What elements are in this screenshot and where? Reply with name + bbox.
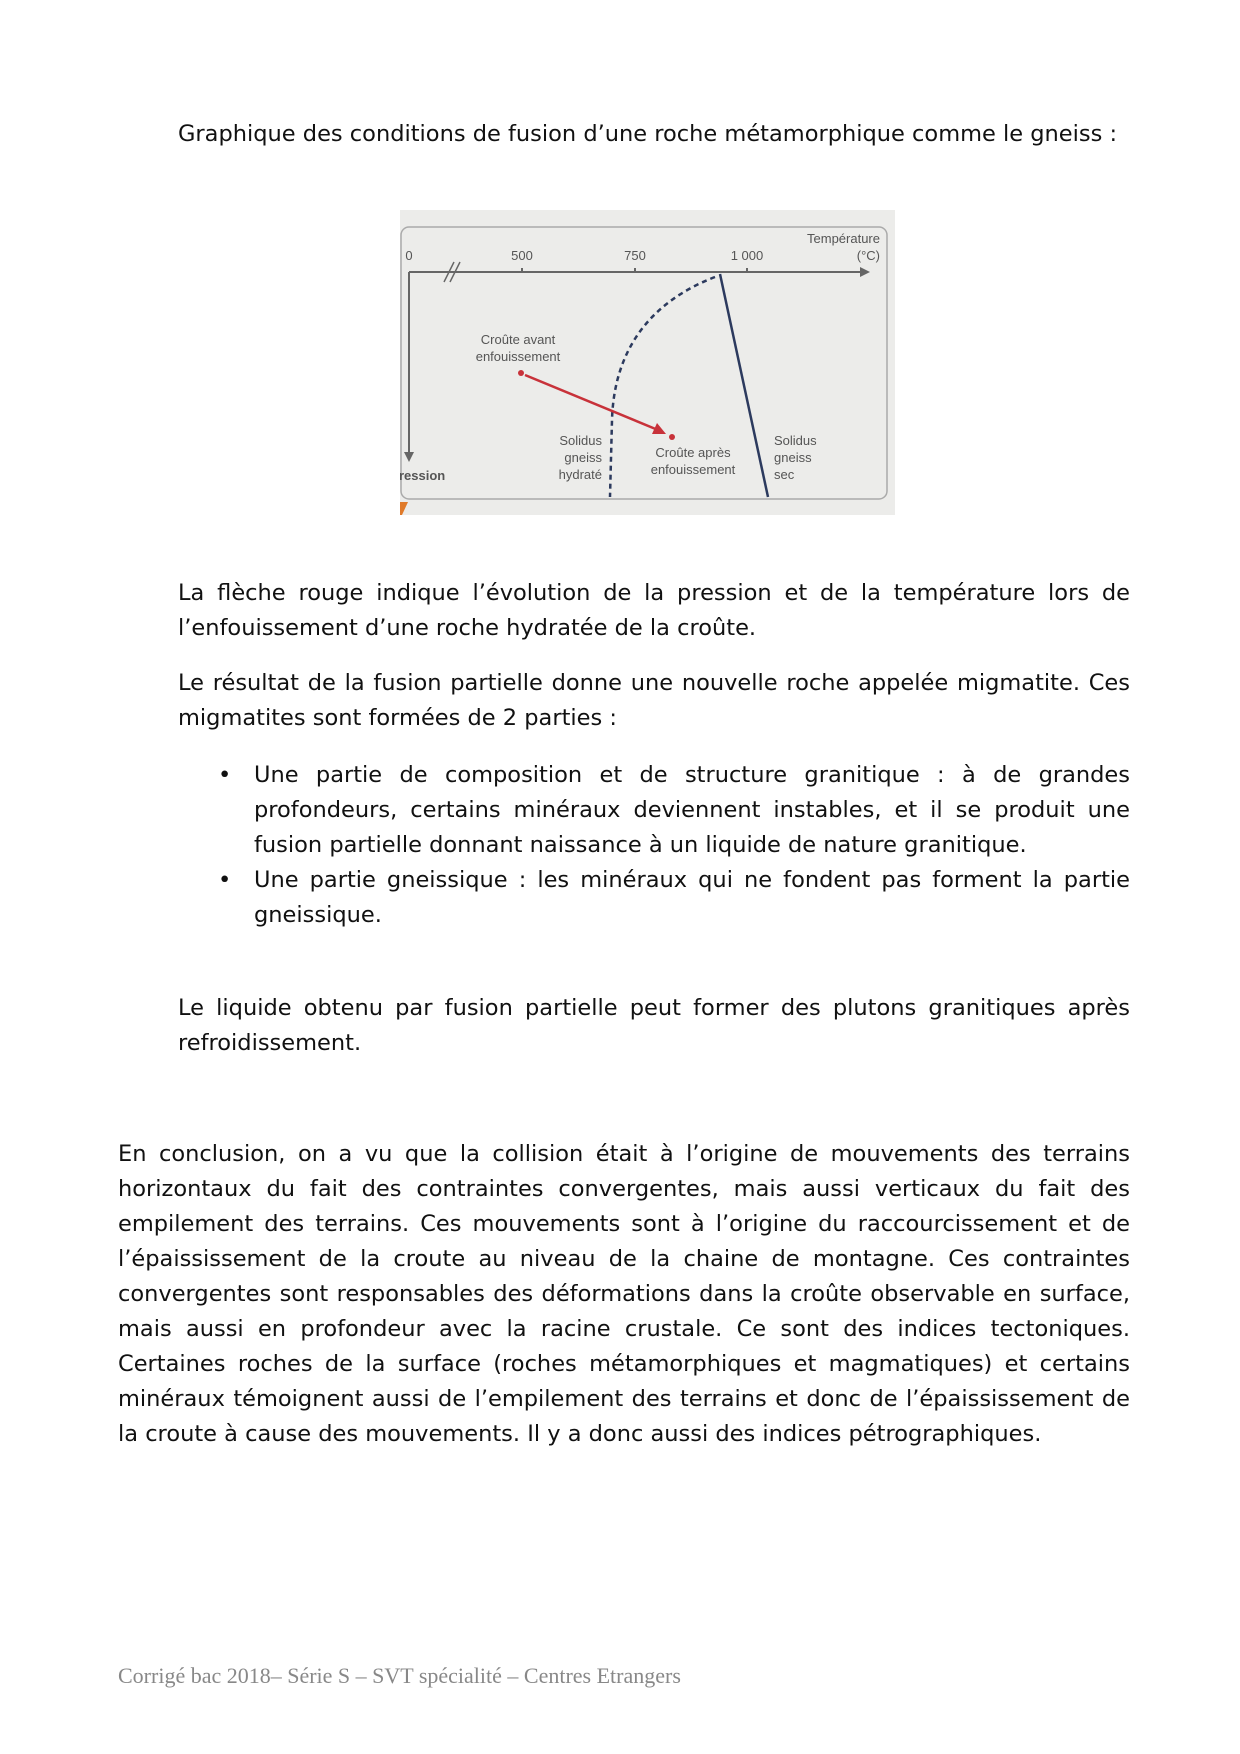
tick-label: 750 bbox=[624, 248, 646, 263]
label-solidus-hydrated: hydraté bbox=[558, 467, 602, 482]
orange-corner-mark bbox=[400, 502, 408, 515]
pressure-axis-arrow bbox=[404, 452, 414, 462]
paragraph-red-arrow: La flèche rouge indique l’évolution de la pression et de la température lors de l’enfouissement d’une roche hydratée de la croûte. bbox=[178, 580, 1130, 641]
point-before-burial bbox=[518, 370, 524, 376]
label-solidus-dry: gneiss bbox=[774, 450, 812, 465]
intro-paragraph: Graphique des conditions de fusion d’une roche métamorphique comme le gneiss : bbox=[178, 121, 1118, 147]
figure-frame bbox=[401, 227, 887, 499]
label-after: Croûte après bbox=[655, 445, 731, 460]
fusion-diagram bbox=[400, 210, 895, 515]
label-before: enfouissement bbox=[475, 349, 561, 364]
bullet: • bbox=[218, 762, 232, 788]
list-item: • Une partie gneissique : les minéraux qui ne fondent pas forment la partie gneissique. bbox=[178, 863, 1130, 933]
label-solidus-hydrated: gneiss bbox=[564, 450, 602, 465]
paragraph-migmatite: Le résultat de la fusion partielle donne une nouvelle roche appelée migmatite. Ces migmatites sont formées de 2 parties : bbox=[178, 670, 1130, 731]
list-item: • Une partie de composition et de structure granitique : à de grandes profondeurs, certains minéraux deviennent instables, et il se produit une fusion partielle donnant naissance à un liquide de nature granitique. bbox=[178, 758, 1130, 863]
page-footer: Corrigé bac 2018– Série S – SVT spécialité – Centres Etrangers bbox=[118, 1663, 681, 1688]
label-after: enfouissement bbox=[650, 462, 736, 477]
migmatite-parts-list bbox=[178, 758, 1130, 933]
label-before: Croûte avant bbox=[480, 332, 556, 347]
burial-arrow bbox=[525, 375, 658, 430]
tick-label: 1 000 bbox=[730, 248, 764, 263]
y-axis-label: ression bbox=[400, 468, 446, 483]
conclusion-paragraph: En conclusion, on a vu que la collision était à l’origine de mouvements des terrains horizontaux du fait des contraintes convergentes, mais aussi verticaux du fait des empilement des terrains. Ces mouvements sont à l’origine du raccourcissement et de l’épaississement de la croute au niveau de la chaine de montagne. Ces contraintes convergentes sont responsables des déformations dans la croûte observable en surface, mais aussi en profondeur avec la racine crustale. Ce sont des indices tectoniques. Certaines roches de la surface (roches métamorphiques et magmatiques) et certains minéraux témoignent aussi de l’empilement des terrains et donc de l’épaississement de la croute à cause des mouvements. Il y a donc aussi des indices pétrographiques. bbox=[118, 1141, 1130, 1447]
temperature-axis-arrow bbox=[860, 267, 870, 277]
bullet: • bbox=[218, 867, 232, 893]
tick-label: 0 bbox=[405, 248, 413, 263]
label-solidus-dry: Solidus bbox=[774, 433, 817, 448]
label-solidus-hydrated: Solidus bbox=[559, 433, 602, 448]
point-after-burial bbox=[669, 434, 675, 440]
fusion-conditions-figure bbox=[400, 210, 895, 515]
label-solidus-dry: sec bbox=[774, 467, 795, 482]
x-axis-unit: (°C) bbox=[856, 248, 880, 263]
x-axis-label: Température bbox=[807, 231, 880, 246]
paragraph-liquid: Le liquide obtenu par fusion partielle peut former des plutons granitiques après refroidissement. bbox=[178, 995, 1130, 1056]
tick-label: 500 bbox=[511, 248, 533, 263]
